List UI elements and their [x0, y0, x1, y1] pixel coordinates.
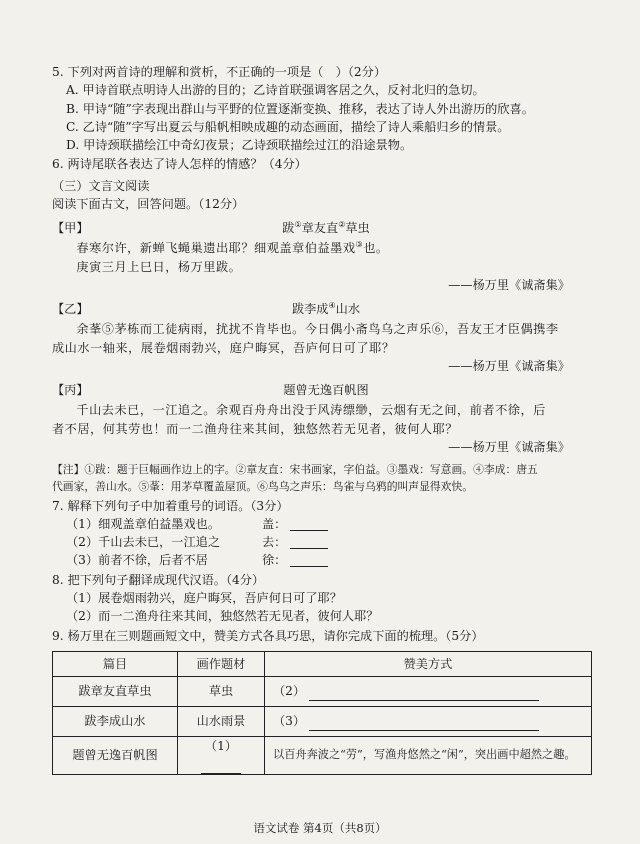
passage-a-header	[52, 219, 600, 239]
table-row	[53, 706, 592, 736]
section-title: （三）文言文阅读	[52, 178, 150, 193]
q7-item-1	[52, 515, 600, 533]
passage-b-line-2: 成山水一轴来，展卷烟雨勃兴，庭户晦冥，吾庐何日可了耶？	[52, 340, 395, 355]
q9-header-subject: 画作题材	[178, 651, 265, 676]
passage-a-tag: 【甲】	[52, 221, 89, 236]
q7-item-2	[52, 533, 600, 551]
q5-option-d: D. 甲诗颈联描绘江中奇幻夜景；乙诗颈联描绘过江的沿途景物。	[66, 138, 413, 153]
passage-c-header	[52, 381, 600, 401]
q7-item-2-sentence: （2）千山去未已，一江追之	[66, 535, 221, 550]
q9-row-3-answer-blank[interactable]	[201, 761, 241, 774]
q9-row-2-subject: 山水雨景	[178, 706, 265, 736]
passage-b-line-1: 余莑⑤茅栋而工徒病雨，扰扰不肯毕也。今日偶小斋鸟乌之声乐⑥，吾友王才臣偶携李	[76, 322, 559, 337]
passage-c-line-1: 千山去未已，一江追之。余观百舟舟出没于风涛缥缈，云烟有无之间，前者不徐，后	[76, 403, 546, 418]
passage-c-tag: 【丙】	[52, 383, 89, 398]
q5-option-a: A. 甲诗首联点明诗人出游的目的；乙诗首联强调客居之久，反衬北归的急切。	[66, 83, 485, 98]
passage-b-title: 跋李成④山水	[291, 301, 361, 317]
q9-row-1-praise	[265, 676, 592, 706]
q9-header-praise: 赞美方式	[265, 651, 592, 676]
q7-item-3-answer-blank[interactable]	[290, 554, 328, 567]
q9-row-2-praise-label: （3）	[273, 714, 306, 729]
q5-option-b: B. 甲诗“随”字表现出群山与平野的位置逐渐变换、推移，表达了诗人外出游历的欣喜。	[66, 101, 534, 116]
q9-row-2-praise	[265, 706, 592, 736]
q9-row-1-praise-label: （2）	[273, 684, 306, 699]
passage-b-header	[52, 300, 600, 320]
q7-item-1-word: 盖：	[262, 516, 287, 531]
q7-item-1-answer-blank[interactable]	[290, 518, 328, 531]
q9-row-3-title: 题曾无逸百帆图	[53, 736, 178, 774]
q9-row-2-answer-blank[interactable]	[309, 718, 539, 731]
q9-row-3-subject	[178, 736, 265, 774]
q7-item-3	[52, 551, 600, 569]
note-line-2: 代画家，善山水。⑤莑：用茅草覆盖屋顶。⑥鸟乌之声乐：鸟雀与乌鸦的叫声显得欢快。	[52, 479, 474, 493]
q9-row-1-subject: 草虫	[178, 676, 265, 706]
note-line-1: 【注】①跋：题于巨幅画作边上的字。②章友直：宋书画家，字伯益。③墨戏：写意画。④李成：唐五	[52, 463, 538, 477]
annotation-notes	[52, 462, 600, 495]
q9-table	[52, 651, 592, 775]
q7-item-3-word: 徐：	[262, 553, 287, 568]
passage-a-line-2: 庚寅三月上巳日，杨万里跋。	[76, 259, 242, 274]
passage-a-author: ——杨万里《诚斋集》	[448, 278, 570, 293]
q9-row-3-praise: 以百舟奔波之“劳”，写渔舟悠然之“闲”，突出画中超然之趣。	[265, 736, 592, 774]
passage-b-author: ——杨万里《诚斋集》	[448, 358, 570, 373]
question-7-stem: 7. 解释下列句子中加着重号的词语。（3分）	[52, 498, 289, 513]
section-instruction: 阅读下面古文，回答问题。（12分）	[52, 197, 245, 212]
passage-c-author: ——杨万里《诚斋集》	[448, 439, 570, 454]
question-9-stem: 9. 杨万里在三则题画短文中，赞美方式各具巧思，请你完成下面的梳理。（5分）	[52, 628, 484, 643]
q8-item-1: （1）展卷烟雨勃兴，庭户晦冥，吾庐何日可了耶？	[66, 591, 342, 606]
q7-item-2-answer-blank[interactable]	[290, 536, 328, 549]
passage-b-tag: 【乙】	[52, 302, 89, 317]
question-8-stem: 8. 把下列句子翻译成现代汉语。（4分）	[52, 572, 265, 587]
q9-table-header	[53, 651, 592, 676]
q9-row-1-title: 跋章友直草虫	[53, 676, 178, 706]
question-6-stem: 6. 两诗尾联各表达了诗人怎样的情感？（4分）	[52, 157, 307, 172]
q9-header-title: 篇目	[53, 651, 178, 676]
table-row	[53, 676, 592, 706]
passage-a-title: 跋①章友直②草虫	[282, 220, 370, 236]
q9-row-3-subject-label: （1）	[204, 738, 238, 753]
q9-row-2-title: 跋李成山水	[53, 706, 178, 736]
q7-item-2-word: 去：	[262, 535, 287, 550]
passage-c-title: 题曾无逸百帆图	[283, 383, 369, 398]
passage-a-line-1: 春寒尔许，新蝉飞蝇巢遗出耶？细观盖章伯益墨戏③也。	[76, 240, 389, 256]
table-row	[53, 736, 592, 774]
q8-item-2: （2）而一二渔舟往来其间，独悠然若无见者，彼何人耶？	[66, 609, 379, 624]
page-footer: 语文试卷 第4页（共8页）	[253, 821, 387, 835]
q9-row-1-answer-blank[interactable]	[309, 688, 539, 701]
q7-item-1-sentence: （1）细观盖章伯益墨戏也。	[66, 516, 221, 531]
passage-c-line-2: 者不居，何其劳也！而一二渔舟往来其间，独悠然若无见者，彼何人耶？	[52, 421, 458, 436]
q5-option-c: C. 乙诗“随”字写出夏云与船帆相映成趣的动态画面，描绘了诗人乘船归乡的情景。	[66, 119, 510, 134]
question-5-stem: 5. 下列对两首诗的理解和赏析，不正确的一项是（ ）（2分）	[52, 65, 387, 79]
q7-item-3-sentence: （3）前者不徐，后者不居	[66, 553, 208, 568]
